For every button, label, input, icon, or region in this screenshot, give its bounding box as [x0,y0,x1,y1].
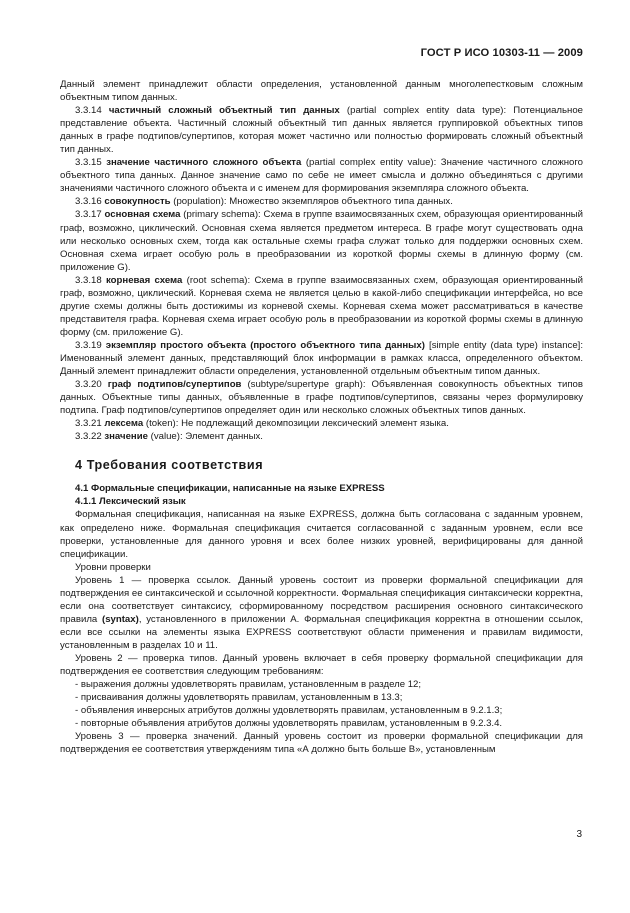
term: экземпляр простого объекта (простого объектного типа данных) [105,339,425,351]
definition-3-3-16: 3.3.16 совокупность (population): Множество экземпляров объектного типа данных. [75,196,453,208]
term: значение [104,431,148,443]
subsection-heading: 4.1 Формальные спецификации, написанные на языке EXPRESS [75,483,385,495]
definition-3-3-15: 3.3.15 значение частичного сложного объекта (partial complex entity value): Значение частичного сложного объектного типа данных. Данное значение само по себе не имеет смысла и должно объединяться с другими значениями частичного сложного объекта и с именем для формирования экземпляра сложного объекта. [60,157,583,195]
list-item: - выражения должны удовлетворять правилам, установленным в разделе 12; [75,679,422,691]
paragraph-continued: Данный элемент принадлежит области определения, установленной данным многолепестковым сложным объектным типом данных. [60,79,583,104]
levels-label: Уровни проверки [75,561,151,573]
term: граф подтипов/супертипов [107,379,242,391]
term: частичный сложный объектный тип данных [108,105,340,117]
document-header: ГОСТ Р ИСО 10303-11 — 2009 [420,47,583,59]
section-heading: 4 Требования соответствия [75,458,264,473]
definition-3-3-18: 3.3.18 корневая схема (root schema): Схема в группе взаимосвязанных схем, образующая ориентированный граф, возможно, циклический. Корневая схема не является целью в какой-либо спецификации интерфейса, но все другие схемы должны быть достижимы из корневой схемы. Корневая схема может рассматриваться в качестве представителя графа. Корневая схема играет особую роль в преобразовании из короткой формы схемы в длинную форму (см. приложение G). [60,274,583,338]
definition-3-3-22: 3.3.22 значение (value): Элемент данных. [75,431,263,443]
paragraph: Формальная спецификация, написанная на языке EXPRESS, должна быть согласована с заданным уровнем, как определено ниже. Формальная спецификация считается согласованной с заданным уровнем, если все проверки, установленные для данного уровня и всех более низких уровней, верифицированы для данной спецификации. [60,509,583,560]
definition-3-3-14: 3.3.14 частичный сложный объектный тип данных (partial complex entity data type): Потенциальное представление объекта. Частичный сложный объектный тип данных является группировкой объектных типов данных в графе подтипов/супертипов, которая может частично или полностью формировать сложный объектный тип данных. [60,105,583,156]
list-item: - присваивания должны удовлетворять правилам, установленным в 13.3; [75,692,403,704]
subsubsection-heading: 4.1.1 Лексический язык [75,496,186,508]
level-1-paragraph: Уровень 1 — проверка ссылок. Данный уровень состоит из проверки формальной спецификации для подтверждения ее синтаксической и ссылочной корректности. Формальная спецификация синтаксически корректна, если она соответствует синтаксису, сформированному посредством расширения основного синтаксического правила (syntax), установленного в приложении А. Формальная спецификация корректна в отношении ссылок, если все ссылки на элементы языка EXPRESS соответствуют области применения и правилам видимости, установленным в разделах 10 и 11. [60,574,584,651]
term: лексема [104,418,144,430]
list-item: - повторные объявления атрибутов должны удовлетворять правилам, установленным в 9.2.3.4. [75,718,503,730]
definition-3-3-21: 3.3.21 лексема (token): Не подлежащий декомпозиции лексический элемент языка. [75,418,449,430]
definition-3-3-19: 3.3.19 экземпляр простого объекта (простого объектного типа данных) [simple entity (data type) instance]: Именованный элемент данных, представляющий блок информации в рамках класса, определенного объектом. Данный элемент принадлежит области определения, установленной отдельным объектным типом данных. [60,339,583,378]
page-number: 3 [576,829,582,840]
term: совокупность [104,196,171,208]
level-2-paragraph: Уровень 2 — проверка типов. Данный уровень включает в себя проверку формальной спецификации для подтверждения ее соответствия следующим требованиям: [60,652,583,678]
document-body [60,78,583,756]
term: значение частичного сложного объекта [106,157,302,169]
term: основная схема [104,209,181,221]
term: корневая схема [106,274,183,286]
definition-3-3-17: 3.3.17 основная схема (primary schema): Схема в группе взаимосвязанных схем, образующая ориентированный граф, возможно, циклический. Основная схема является предметом интереса. В графе могут существовать одна или несколько основных схем, тогда как остальные схемы графа служат только для поддержки основных схем. Основная схема играет особую роль в преобразовании из короткой формы схемы в длинную форму (см. приложение G). [60,209,584,273]
definition-3-3-20: 3.3.20 граф подтипов/супертипов (subtype/supertype graph): Объявленная совокупность объектных типов данных. Объектные типы данных, объявленные в графе подтипов/супертипов, связаны через формулировку подтипа. Граф подтипов/супертипов определяет один или несколько сложных объектных типов данных. [60,379,583,417]
list-item: - объявления инверсных атрибутов должны удовлетворять правилам, установленным в 9.2.1.3; [75,705,503,717]
level-3-paragraph: Уровень 3 — проверка значений. Данный уровень состоит из проверки формальной спецификации для подтверждения ее соответствия утверждениям типа «А должно быть больше В», установленным [60,731,583,756]
